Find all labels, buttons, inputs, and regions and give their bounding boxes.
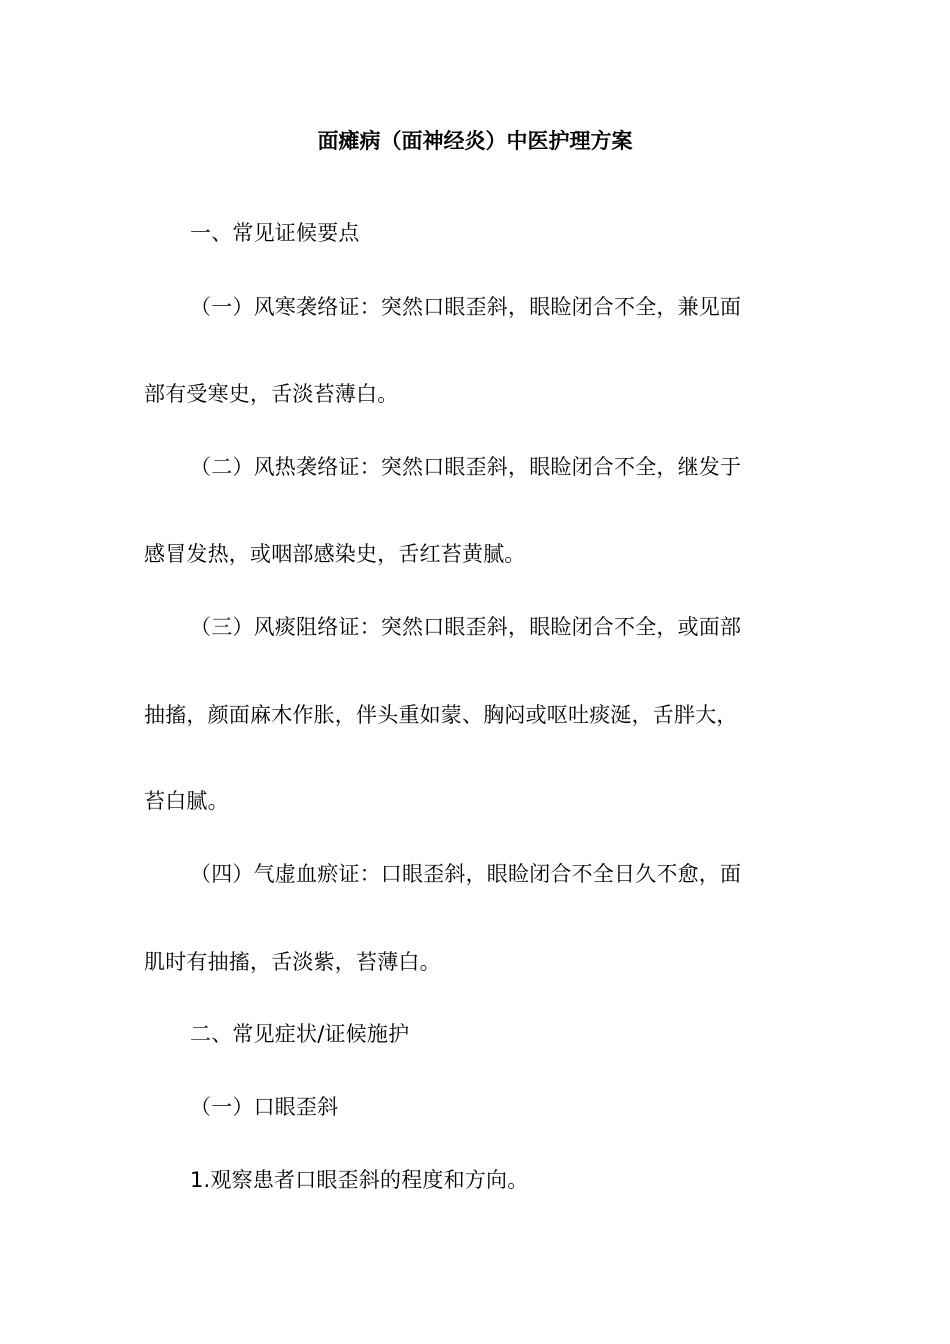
paragraph-line: 1.观察患者口眼歪斜的程度和方向。 (190, 1168, 529, 1192)
section-heading-common-syndromes: 一、常见证候要点 (190, 221, 360, 245)
paragraph-line: 部有受寒史，舌淡苔薄白。 (144, 382, 399, 406)
document-title: 面瘫病（面神经炎）中医护理方案 (317, 129, 633, 153)
paragraph-line: （三）风痰阻络证：突然口眼歪斜，眼睑闭合不全，或面部 (190, 615, 742, 639)
paragraph-line: 肌时有抽搐，舌淡紫，苔薄白。 (144, 950, 441, 974)
paragraph-line: 感冒发热，或咽部感染史，舌红苔黄腻。 (144, 542, 526, 566)
paragraph-line: （一）风寒袭络证：突然口眼歪斜，眼睑闭合不全，兼见面 (190, 295, 742, 319)
paragraph-line: 苔白腻。 (144, 789, 229, 813)
subsection-heading: （一）口眼歪斜 (190, 1095, 339, 1119)
paragraph-line: （二）风热袭络证：突然口眼歪斜，眼睑闭合不全，继发于 (190, 455, 742, 479)
paragraph-line: （四）气虚血瘀证：口眼歪斜，眼睑闭合不全日久不愈，面 (190, 862, 742, 886)
paragraph-line: 抽搐，颜面麻木作胀，伴头重如蒙、胸闷或呕吐痰涎，舌胖大， (144, 703, 738, 727)
section-heading-symptom-care: 二、常见症状/证候施护 (190, 1022, 410, 1046)
